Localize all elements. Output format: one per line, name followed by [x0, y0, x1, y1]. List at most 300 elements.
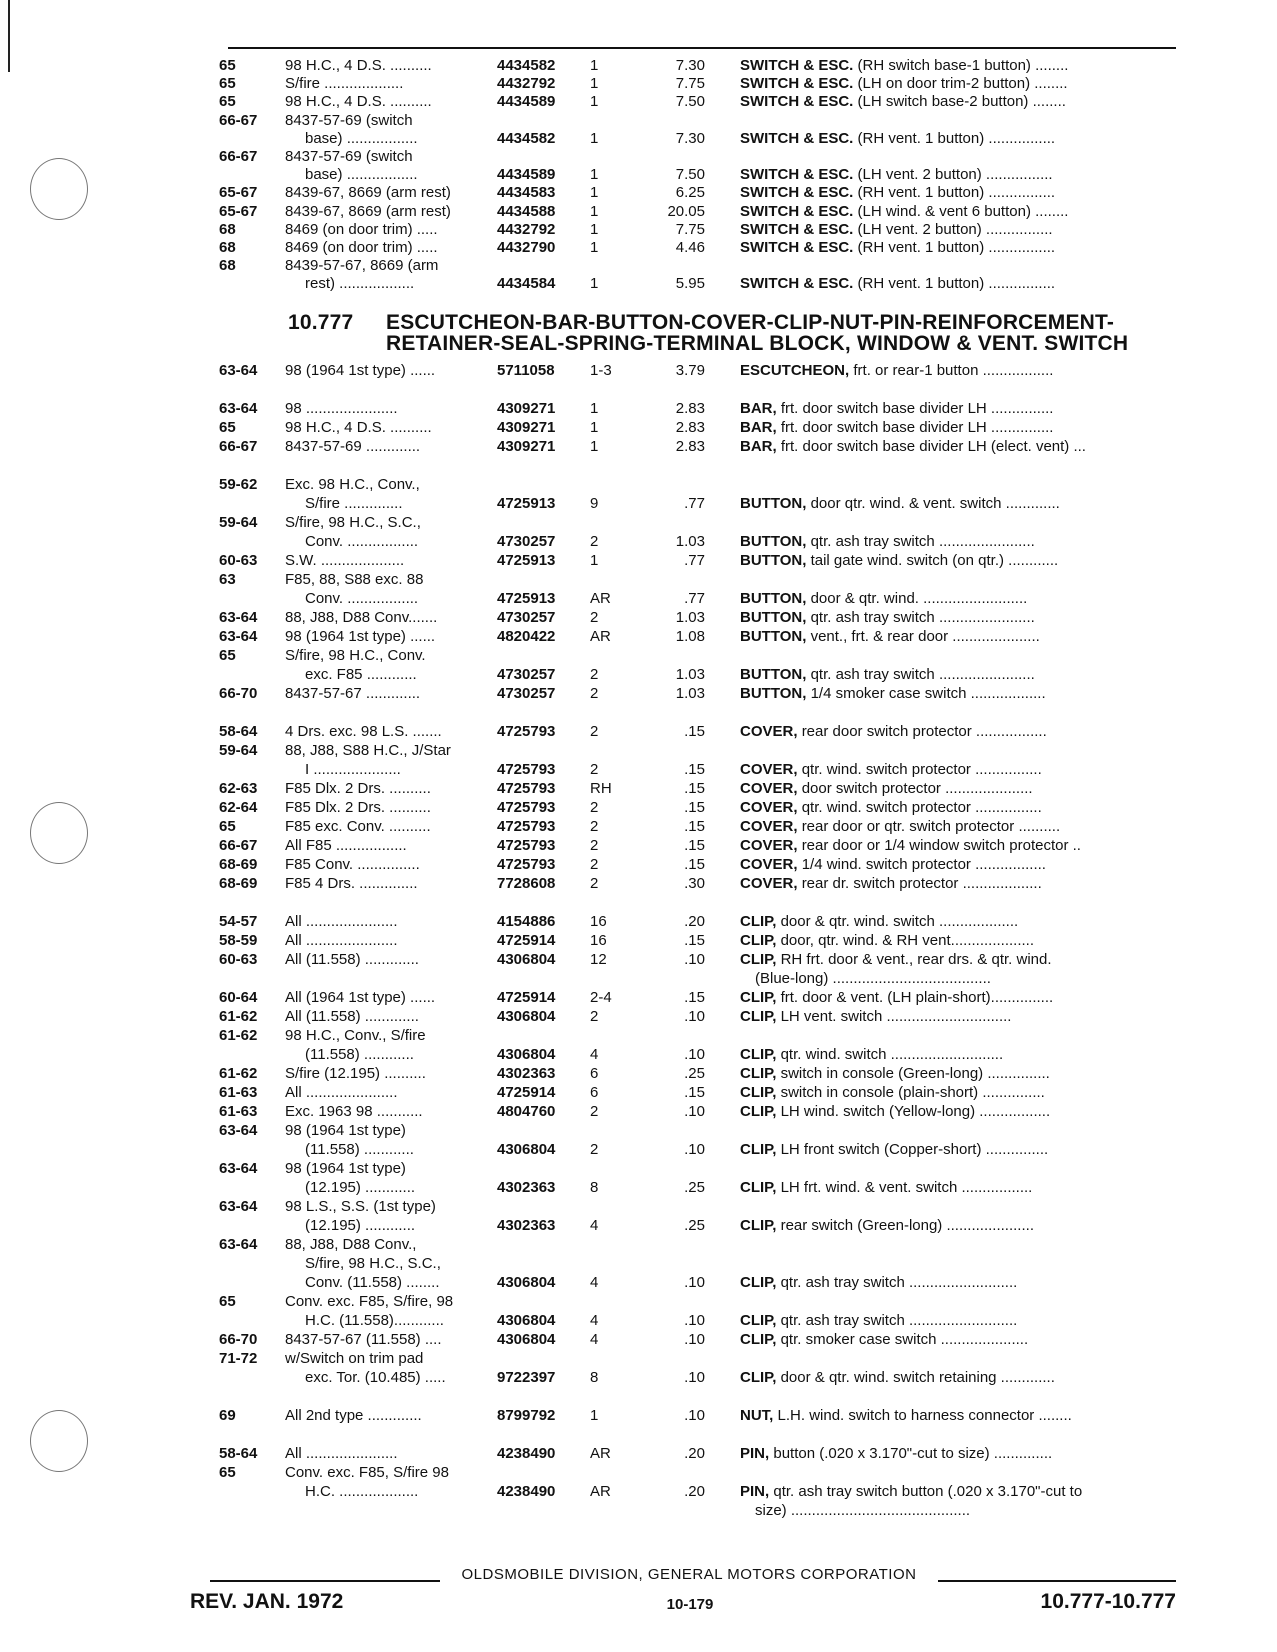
price-cell: .77 — [684, 495, 705, 512]
model-cell: 98 H.C., Conv., S/fire — [285, 1027, 426, 1044]
description-part-name: CLIP, — [740, 913, 777, 930]
description-cell — [740, 361, 1180, 380]
year-cell: 60-63 — [219, 552, 258, 569]
quantity-cell: RH — [590, 780, 612, 797]
part-number-cell: 4306804 — [497, 1331, 556, 1348]
part-number-cell: 4302363 — [497, 1065, 556, 1082]
model-cell: 4 Drs. exc. 98 L.S. ....... — [285, 723, 442, 740]
description-text: qtr. ash tray switch button (.020 x 3.170"-cut to — [773, 1483, 1083, 1500]
footer-section-range: 10.777-10.777 — [1040, 1590, 1176, 1613]
description-text: qtr. ash tray switch ....................... — [810, 609, 1035, 626]
model-cell: w/Switch on trim pad — [285, 1350, 424, 1367]
description-text: RH frt. door & vent., rear drs. & qtr. wind. — [780, 951, 1052, 968]
model-cell: All (1964 1st type) ...... — [285, 989, 436, 1006]
model-cell: 88, J88, S88 H.C., J/Star — [285, 742, 451, 759]
description-text: vent., frt. & rear door ..................... — [810, 628, 1040, 645]
description-part-name: SWITCH & ESC. — [740, 75, 854, 93]
model-cell: 98 (1964 1st type) ...... — [285, 362, 436, 379]
part-number-cell: 4725914 — [497, 932, 556, 949]
model-cell: 8437-57-69 ............. — [285, 438, 421, 455]
description-text: (RH vent. 1 button) ................ — [857, 239, 1056, 256]
top-rule — [228, 47, 1176, 49]
quantity-cell: 2 — [590, 609, 599, 626]
description-text: switch in console (plain-short) ............... — [780, 1084, 1045, 1101]
description-text: button (.020 x 3.170"-cut to size) .............. — [773, 1445, 1053, 1462]
model-cell: 8439-67, 8669 (arm rest) — [285, 184, 451, 202]
description-text: (RH switch base-1 button) ........ — [857, 57, 1069, 74]
description-text: (LH on door trim-2 button) ........ — [857, 75, 1068, 93]
model-cell: 98 (1964 1st type) — [285, 1160, 406, 1177]
part-number-cell: 4434588 — [497, 202, 556, 220]
quantity-cell: AR — [590, 628, 611, 645]
quantity-cell: 2 — [590, 1008, 599, 1025]
part-number-cell: 8799792 — [497, 1407, 556, 1424]
year-cell: 66-67 — [219, 111, 258, 129]
description-part-name: CLIP, — [740, 932, 777, 949]
price-cell: .20 — [684, 913, 705, 930]
description-text: qtr. smoker case switch ..................... — [780, 1331, 1029, 1348]
section-header — [288, 312, 1178, 354]
year-cell: 62-64 — [219, 799, 258, 816]
model-cell: F85 Dlx. 2 Drs. .......... — [285, 799, 431, 816]
part-number-cell: 4725793 — [497, 799, 556, 816]
description-cell — [740, 931, 1180, 950]
description-part-name: SWITCH & ESC. — [740, 275, 854, 293]
description-text: frt. door & vent. (LH plain-short)............... — [780, 989, 1054, 1006]
year-cell: 59-62 — [219, 476, 258, 493]
model-cell: 98 H.C., 4 D.S. .......... — [285, 419, 432, 436]
description-part-name: CLIP, — [740, 1369, 777, 1386]
description-cell — [740, 760, 1180, 779]
model-cell: Conv. ................. — [305, 590, 419, 607]
part-number-cell: 4306804 — [497, 1141, 556, 1158]
quantity-cell: 2 — [590, 723, 599, 740]
quantity-cell: 16 — [590, 913, 607, 930]
part-number-cell: 4432790 — [497, 239, 556, 256]
quantity-cell: 2 — [590, 875, 599, 892]
description-cell — [740, 798, 1180, 817]
model-cell: Conv. ................. — [305, 533, 419, 550]
description-text: LH frt. wind. & vent. switch ................. — [780, 1179, 1033, 1196]
quantity-cell: 1 — [590, 275, 599, 293]
price-cell: .30 — [684, 875, 705, 892]
description-part-name: CLIP, — [740, 1103, 777, 1120]
description-text: door & qtr. wind. ......................... — [810, 590, 1028, 607]
quantity-cell: 1 — [590, 57, 599, 74]
description-cell — [740, 1007, 1180, 1026]
footer-page-number: 10-179 — [666, 1596, 714, 1613]
year-cell: 61-62 — [219, 1008, 258, 1025]
quantity-cell: 2 — [590, 1141, 599, 1158]
description-part-name: CLIP, — [740, 1141, 777, 1158]
part-number-cell: 4725793 — [497, 761, 556, 778]
year-cell: 66-70 — [219, 685, 258, 702]
description-cell — [740, 817, 1180, 836]
year-cell: 59-64 — [219, 514, 258, 531]
year-cell: 65 — [219, 647, 236, 664]
description-continuation: (Blue-long) ...................................... — [755, 970, 991, 987]
price-cell: .15 — [684, 723, 705, 740]
part-number-cell: 4725793 — [497, 780, 556, 797]
model-cell: (11.558) ............ — [305, 1141, 414, 1158]
part-number-cell: 4434582 — [497, 57, 556, 74]
part-number-cell: 4302363 — [497, 1217, 556, 1234]
section-number: 10.777 — [288, 311, 354, 334]
price-cell: .10 — [684, 1103, 705, 1120]
quantity-cell: 9 — [590, 495, 599, 512]
quantity-cell: 1 — [590, 93, 599, 111]
punch-hole — [30, 802, 88, 864]
part-number-cell: 4804760 — [497, 1103, 556, 1120]
description-part-name: SWITCH & ESC. — [740, 184, 854, 202]
model-cell: All ...................... — [285, 932, 398, 949]
model-cell: 8439-67, 8669 (arm rest) — [285, 202, 451, 220]
description-cell — [740, 1178, 1180, 1197]
description-part-name: CLIP, — [740, 1179, 777, 1196]
description-cell — [740, 855, 1180, 874]
year-cell: 59-64 — [219, 742, 258, 759]
model-cell: F85, 88, S88 exc. 88 — [285, 571, 424, 588]
quantity-cell: 2 — [590, 837, 599, 854]
description-text: rear door switch protector ................. — [801, 723, 1047, 740]
description-text: door, qtr. wind. & RH vent.................... — [780, 932, 1035, 949]
description-part-name: COVER, — [740, 723, 798, 740]
price-cell: .25 — [684, 1217, 705, 1234]
description-text: (LH vent. 2 button) ................ — [857, 166, 1053, 184]
description-text: door qtr. wind. & vent. switch ............. — [810, 495, 1060, 512]
part-number-cell: 4725793 — [497, 723, 556, 740]
description-text: door & qtr. wind. switch ................... — [780, 913, 1019, 930]
model-cell: exc. Tor. (10.485) ..... — [305, 1369, 446, 1386]
year-cell: 65 — [219, 1464, 236, 1481]
quantity-cell: 8 — [590, 1179, 599, 1196]
part-number-cell: 4434584 — [497, 275, 556, 293]
description-cell — [740, 589, 1180, 608]
model-cell: 98 H.C., 4 D.S. .......... — [285, 93, 432, 111]
price-cell: .20 — [684, 1483, 705, 1500]
part-number-cell: 9722397 — [497, 1369, 556, 1386]
price-cell: .15 — [684, 780, 705, 797]
quantity-cell: 1 — [590, 220, 599, 238]
year-cell: 68 — [219, 257, 236, 275]
price-cell: 1.03 — [675, 609, 705, 626]
model-cell: F85 4 Drs. .............. — [285, 875, 418, 892]
description-cell — [740, 836, 1180, 855]
description-part-name: BAR, — [740, 400, 777, 417]
part-number-cell: 4302363 — [497, 1179, 556, 1196]
year-cell: 54-57 — [219, 913, 258, 930]
model-cell: 8469 (on door trim) ..... — [285, 220, 438, 238]
description-text: LH front switch (Copper-short) ............... — [780, 1141, 1049, 1158]
part-number-cell: 4820422 — [497, 628, 556, 645]
quantity-cell: 2 — [590, 818, 599, 835]
year-cell: 63-64 — [219, 362, 258, 379]
description-part-name: CLIP, — [740, 1217, 777, 1234]
model-cell: 98 H.C., 4 D.S. .......... — [285, 57, 432, 74]
part-number-cell: 4434582 — [497, 129, 556, 147]
year-cell: 68 — [219, 239, 236, 256]
description-cell — [740, 1102, 1180, 1121]
quantity-cell: 4 — [590, 1312, 599, 1329]
quantity-cell: 1 — [590, 184, 599, 202]
model-cell: Exc. 98 H.C., Conv., — [285, 476, 420, 493]
description-cell — [740, 779, 1180, 798]
description-part-name: BAR, — [740, 438, 777, 455]
year-cell: 63 — [219, 571, 236, 588]
description-part-name: SWITCH & ESC. — [740, 129, 854, 147]
year-cell: 58-64 — [219, 723, 258, 740]
description-cell — [740, 1064, 1180, 1083]
quantity-cell: 1 — [590, 552, 599, 569]
price-cell: .15 — [684, 1084, 705, 1101]
model-cell: Conv. exc. F85, S/fire, 98 — [285, 1293, 454, 1310]
description-part-name: COVER, — [740, 837, 798, 854]
part-number-cell: 4725914 — [497, 1084, 556, 1101]
year-cell: 61-63 — [219, 1084, 258, 1101]
footer-rule — [938, 1580, 1176, 1582]
price-cell: .10 — [684, 1046, 705, 1063]
model-cell: (12.195) ............ — [305, 1179, 416, 1196]
part-number-cell: 4730257 — [497, 609, 556, 626]
footer-rule — [210, 1580, 440, 1582]
part-number-cell: 4432792 — [497, 75, 556, 93]
description-part-name: SWITCH & ESC. — [740, 57, 854, 74]
description-text: rear dr. switch protector ................... — [801, 875, 1042, 892]
quantity-cell: 4 — [590, 1046, 599, 1063]
punch-hole — [30, 158, 88, 220]
year-cell: 63-64 — [219, 628, 258, 645]
year-cell: 63-64 — [219, 1236, 258, 1253]
description-part-name: SWITCH & ESC. — [740, 93, 854, 111]
year-cell: 63-64 — [219, 400, 258, 417]
part-number-cell: 4434589 — [497, 166, 556, 184]
model-cell: S/fire (12.195) .......... — [285, 1065, 426, 1082]
description-text: (RH vent. 1 button) ................ — [857, 275, 1056, 293]
description-text: 1/4 smoker case switch .................. — [810, 685, 1046, 702]
description-cell — [740, 399, 1180, 418]
price-cell: .77 — [684, 590, 705, 607]
quantity-cell: 1 — [590, 202, 599, 220]
description-part-name: NUT, — [740, 1407, 774, 1424]
description-text: frt. door switch base divider LH ............... — [780, 419, 1054, 436]
model-cell: 98 L.S., S.S. (1st type) — [285, 1198, 436, 1215]
price-cell: 7.50 — [675, 166, 705, 184]
description-part-name: CLIP, — [740, 1046, 777, 1063]
description-part-name: SWITCH & ESC. — [740, 202, 854, 220]
description-text: qtr. ash tray switch ....................... — [810, 666, 1035, 683]
price-cell: .10 — [684, 1331, 705, 1348]
description-cell — [740, 202, 1180, 221]
year-cell: 65 — [219, 75, 236, 93]
price-cell: .10 — [684, 951, 705, 968]
price-cell: .15 — [684, 837, 705, 854]
description-part-name: BUTTON, — [740, 495, 807, 512]
price-cell: 3.79 — [675, 362, 705, 379]
part-number-cell: 4434589 — [497, 93, 556, 111]
year-cell: 58-64 — [219, 1445, 258, 1462]
description-part-name: COVER, — [740, 761, 798, 778]
description-part-name: COVER, — [740, 799, 798, 816]
description-part-name: ESCUTCHEON, — [740, 362, 850, 379]
quantity-cell: 16 — [590, 932, 607, 949]
description-text: (LH vent. 2 button) ................ — [857, 220, 1053, 238]
price-cell: 2.83 — [675, 419, 705, 436]
description-text: switch in console (Green-long) ............... — [780, 1065, 1050, 1082]
price-cell: 2.83 — [675, 438, 705, 455]
model-cell: H.C. ................... — [305, 1483, 419, 1500]
description-text: (RH vent. 1 button) ................ — [857, 129, 1056, 147]
model-cell: S/fire, 98 H.C., S.C., — [285, 514, 421, 531]
year-cell: 69 — [219, 1407, 236, 1424]
model-cell: 98 (1964 1st type) ...... — [285, 628, 436, 645]
model-cell: All ...................... — [285, 913, 398, 930]
description-cell — [740, 684, 1180, 703]
price-cell: 1.03 — [675, 533, 705, 550]
description-text: rear switch (Green-long) ..................... — [780, 1217, 1034, 1234]
year-cell: 66-67 — [219, 438, 258, 455]
year-cell: 60-64 — [219, 989, 258, 1006]
description-cell — [740, 220, 1180, 239]
description-text: LH wind. switch (Yellow-long) ................. — [780, 1103, 1051, 1120]
description-cell — [740, 183, 1180, 202]
description-text: frt. door switch base divider LH ............... — [780, 400, 1054, 417]
year-cell: 61-62 — [219, 1065, 258, 1082]
description-cell — [740, 418, 1180, 437]
year-cell: 66-67 — [219, 148, 258, 165]
description-cell — [740, 874, 1180, 893]
description-part-name: SWITCH & ESC. — [740, 239, 854, 256]
model-cell: S/fire, 98 H.C., Conv. — [285, 647, 426, 664]
price-cell: .15 — [684, 818, 705, 835]
description-cell — [740, 92, 1180, 111]
quantity-cell: 2 — [590, 666, 599, 683]
description-part-name: CLIP, — [740, 1008, 777, 1025]
description-part-name: CLIP, — [740, 989, 777, 1006]
description-part-name: BUTTON, — [740, 685, 807, 702]
price-cell: 7.75 — [675, 75, 705, 93]
part-number-cell: 4725913 — [497, 552, 556, 569]
year-cell: 65 — [219, 818, 236, 835]
quantity-cell: 2 — [590, 856, 599, 873]
part-number-cell: 4238490 — [497, 1445, 556, 1462]
part-number-cell: 4309271 — [497, 419, 556, 436]
price-cell: 2.83 — [675, 400, 705, 417]
part-number-cell: 4730257 — [497, 533, 556, 550]
year-cell: 71-72 — [219, 1350, 258, 1367]
description-text: LH vent. switch .............................. — [780, 1008, 1012, 1025]
model-cell: All 2nd type ............. — [285, 1407, 422, 1424]
description-part-name: BUTTON, — [740, 666, 807, 683]
model-cell: All (11.558) ............. — [285, 1008, 419, 1025]
section-title-line1: ESCUTCHEON-BAR-BUTTON-COVER-CLIP-NUT-PIN-REINFORCEMENT- — [386, 311, 1115, 334]
quantity-cell: 1 — [590, 129, 599, 147]
description-part-name: CLIP, — [740, 1084, 777, 1101]
quantity-cell: 2 — [590, 761, 599, 778]
model-cell: All ...................... — [285, 1084, 398, 1101]
part-number-cell: 4730257 — [497, 685, 556, 702]
price-cell: .25 — [684, 1179, 705, 1196]
quantity-cell: 2 — [590, 1103, 599, 1120]
description-text: qtr. ash tray switch .......................... — [780, 1312, 1018, 1329]
model-cell: (11.558) ............ — [305, 1046, 414, 1063]
description-cell — [740, 950, 1180, 969]
model-cell: rest) .................. — [305, 275, 415, 293]
part-number-cell: 4306804 — [497, 1312, 556, 1329]
price-cell: .15 — [684, 856, 705, 873]
quantity-cell: 4 — [590, 1217, 599, 1234]
model-cell: 98 (1964 1st type) — [285, 1122, 406, 1139]
description-part-name: COVER, — [740, 818, 798, 835]
footer-revision: REV. JAN. 1972 — [190, 1590, 344, 1613]
description-cell — [740, 165, 1180, 184]
description-part-name: BUTTON, — [740, 533, 807, 550]
model-cell: I ..................... — [305, 761, 401, 778]
model-cell: S/fire, 98 H.C., S.C., — [305, 1255, 441, 1272]
quantity-cell: 1 — [590, 1407, 599, 1424]
price-cell: .10 — [684, 1008, 705, 1025]
model-cell: S/fire .............. — [305, 495, 403, 512]
description-cell — [740, 912, 1180, 931]
model-cell: F85 Dlx. 2 Drs. .......... — [285, 780, 431, 797]
year-cell: 63-64 — [219, 1160, 258, 1177]
description-cell — [740, 274, 1180, 293]
model-cell: 8437-57-67 ............. — [285, 685, 421, 702]
price-cell: .10 — [684, 1312, 705, 1329]
description-text: frt. door switch base divider LH (elect. vent) ... — [780, 438, 1086, 455]
description-cell — [740, 1368, 1180, 1387]
description-cell — [740, 1330, 1180, 1349]
year-cell: 61-63 — [219, 1103, 258, 1120]
description-cell — [740, 627, 1180, 646]
description-part-name: CLIP, — [740, 1331, 777, 1348]
description-cell — [740, 665, 1180, 684]
year-cell: 66-70 — [219, 1331, 258, 1348]
quantity-cell: 2 — [590, 799, 599, 816]
description-text: (LH switch base-2 button) ........ — [857, 93, 1066, 111]
year-cell: 68-69 — [219, 875, 258, 892]
description-text: (LH wind. & vent 6 button) ........ — [857, 202, 1069, 220]
part-number-cell: 4432792 — [497, 220, 556, 238]
description-text: qtr. ash tray switch .......................... — [780, 1274, 1018, 1291]
description-cell — [740, 74, 1180, 93]
model-cell: Exc. 1963 98 ........... — [285, 1103, 423, 1120]
quantity-cell: 2 — [590, 533, 599, 550]
quantity-cell: AR — [590, 1445, 611, 1462]
description-part-name: SWITCH & ESC. — [740, 166, 854, 184]
quantity-cell: 4 — [590, 1331, 599, 1348]
model-cell: base) ................. — [305, 129, 418, 147]
description-text: 1/4 wind. switch protector ................. — [801, 856, 1046, 873]
model-cell: All (11.558) ............. — [285, 951, 419, 968]
quantity-cell: 12 — [590, 951, 607, 968]
description-cell — [740, 1406, 1180, 1425]
model-cell: 8439-57-67, 8669 (arm — [285, 257, 439, 275]
quantity-cell: 6 — [590, 1084, 599, 1101]
description-cell — [740, 437, 1180, 456]
description-cell — [740, 532, 1180, 551]
part-number-cell: 4306804 — [497, 1274, 556, 1291]
price-cell: 1.03 — [675, 685, 705, 702]
section-title-line2: RETAINER-SEAL-SPRING-TERMINAL BLOCK, WINDOW & VENT. SWITCH — [386, 332, 1129, 355]
year-cell: 65-67 — [219, 184, 258, 202]
model-cell: H.C. (11.558)............ — [305, 1312, 444, 1329]
footer-corporation: OLDSMOBILE DIVISION, GENERAL MOTORS CORPORATION — [461, 1566, 917, 1583]
price-cell: .10 — [684, 1407, 705, 1424]
margin-line — [8, 0, 10, 72]
year-cell: 65 — [219, 57, 236, 74]
description-cell — [740, 1083, 1180, 1102]
description-cell — [740, 608, 1180, 627]
